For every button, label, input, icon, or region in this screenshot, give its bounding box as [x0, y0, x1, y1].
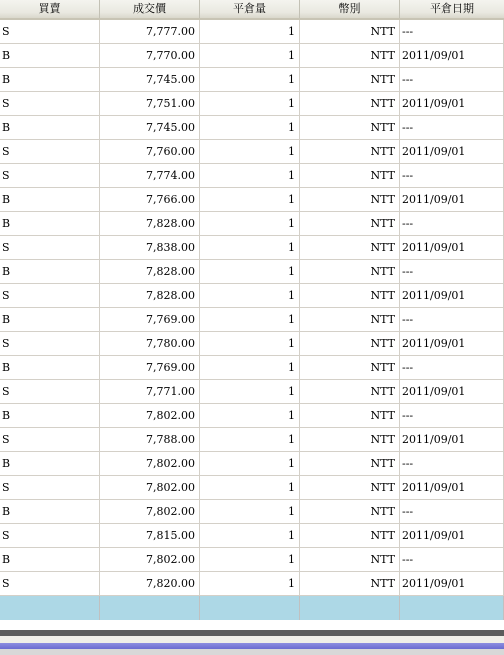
table-row[interactable]	[0, 164, 504, 188]
cell-close-date[interactable]: 2011/09/01	[400, 284, 504, 308]
table-row[interactable]	[0, 452, 504, 476]
cell-side[interactable]: B	[0, 404, 100, 428]
grid-body	[0, 20, 504, 596]
empty-cell[interactable]	[400, 596, 504, 620]
cell-side[interactable]: B	[0, 500, 100, 524]
empty-cell[interactable]	[300, 596, 400, 620]
cell-currency[interactable]: NTT	[300, 548, 400, 572]
cell-close-date[interactable]: ---	[400, 164, 504, 188]
cell-close-qty[interactable]: 1	[200, 476, 300, 500]
cell-price[interactable]: 7,745.00	[100, 68, 200, 92]
cell-side[interactable]: S	[0, 476, 100, 500]
table-row[interactable]	[0, 524, 504, 548]
cell-currency[interactable]: NTT	[300, 260, 400, 284]
cell-currency[interactable]: NTT	[300, 284, 400, 308]
cell-close-qty[interactable]: 1	[200, 116, 300, 140]
cell-close-date[interactable]: 2011/09/01	[400, 188, 504, 212]
cell-currency[interactable]: NTT	[300, 116, 400, 140]
table-row[interactable]	[0, 260, 504, 284]
cell-close-date[interactable]: ---	[400, 308, 504, 332]
table-row[interactable]	[0, 284, 504, 308]
empty-cell[interactable]	[100, 596, 200, 620]
cell-close-date[interactable]: 2011/09/01	[400, 572, 504, 596]
cell-close-date[interactable]: ---	[400, 116, 504, 140]
cell-price[interactable]: 7,802.00	[100, 452, 200, 476]
cell-close-date[interactable]: 2011/09/01	[400, 380, 504, 404]
table-row[interactable]	[0, 308, 504, 332]
cell-currency[interactable]: NTT	[300, 332, 400, 356]
table-row[interactable]	[0, 380, 504, 404]
cell-side[interactable]: S	[0, 332, 100, 356]
cell-close-date[interactable]: ---	[400, 20, 504, 44]
cell-close-date[interactable]: ---	[400, 548, 504, 572]
cell-side[interactable]: S	[0, 164, 100, 188]
cell-close-qty[interactable]: 1	[200, 164, 300, 188]
cell-currency[interactable]: NTT	[300, 188, 400, 212]
cell-close-date[interactable]: 2011/09/01	[400, 476, 504, 500]
cell-side[interactable]: S	[0, 428, 100, 452]
table-row[interactable]	[0, 548, 504, 572]
cell-side[interactable]: B	[0, 548, 100, 572]
cell-currency[interactable]: NTT	[300, 500, 400, 524]
table-row[interactable]	[0, 140, 504, 164]
cell-price[interactable]: 7,777.00	[100, 20, 200, 44]
cell-close-date[interactable]: ---	[400, 452, 504, 476]
cell-price[interactable]: 7,838.00	[100, 236, 200, 260]
table-row[interactable]	[0, 356, 504, 380]
cell-close-qty[interactable]: 1	[200, 380, 300, 404]
cell-side[interactable]: B	[0, 260, 100, 284]
table-row[interactable]	[0, 116, 504, 140]
cell-side[interactable]: B	[0, 44, 100, 68]
cell-price[interactable]: 7,745.00	[100, 116, 200, 140]
cell-side[interactable]: S	[0, 284, 100, 308]
cell-currency[interactable]: NTT	[300, 92, 400, 116]
cell-close-date[interactable]: 2011/09/01	[400, 524, 504, 548]
table-row[interactable]	[0, 476, 504, 500]
cell-price[interactable]: 7,828.00	[100, 284, 200, 308]
cell-close-date[interactable]: 2011/09/01	[400, 236, 504, 260]
cell-close-qty[interactable]: 1	[200, 260, 300, 284]
header-close-date[interactable]: 平倉日期	[430, 2, 474, 15]
cell-price[interactable]: 7,769.00	[100, 308, 200, 332]
cell-currency[interactable]: NTT	[300, 572, 400, 596]
table-row[interactable]	[0, 68, 504, 92]
cell-close-qty[interactable]: 1	[200, 284, 300, 308]
cell-price[interactable]: 7,802.00	[100, 476, 200, 500]
cell-close-date[interactable]: ---	[400, 68, 504, 92]
empty-cell[interactable]	[0, 596, 100, 620]
cell-currency[interactable]: NTT	[300, 308, 400, 332]
cell-currency[interactable]: NTT	[300, 524, 400, 548]
cell-currency[interactable]: NTT	[300, 380, 400, 404]
table-row[interactable]	[0, 92, 504, 116]
cell-close-qty[interactable]: 1	[200, 524, 300, 548]
cell-close-date[interactable]: 2011/09/01	[400, 92, 504, 116]
cell-currency[interactable]: NTT	[300, 452, 400, 476]
table-row[interactable]	[0, 212, 504, 236]
cell-side[interactable]: B	[0, 68, 100, 92]
cell-close-qty[interactable]: 1	[200, 404, 300, 428]
selected-empty-row[interactable]	[0, 596, 504, 620]
cell-price[interactable]: 7,751.00	[100, 92, 200, 116]
grid-header	[0, 0, 504, 20]
cell-close-date[interactable]: 2011/09/01	[400, 428, 504, 452]
cell-price[interactable]: 7,802.00	[100, 404, 200, 428]
cell-close-qty[interactable]: 1	[200, 332, 300, 356]
cell-close-date[interactable]: 2011/09/01	[400, 44, 504, 68]
table-row[interactable]	[0, 404, 504, 428]
cell-side[interactable]: B	[0, 188, 100, 212]
table-row[interactable]	[0, 428, 504, 452]
cell-price[interactable]: 7,802.00	[100, 548, 200, 572]
cell-close-qty[interactable]: 1	[200, 44, 300, 68]
cell-side[interactable]: S	[0, 20, 100, 44]
cell-price[interactable]: 7,771.00	[100, 380, 200, 404]
cell-currency[interactable]: NTT	[300, 356, 400, 380]
cell-close-qty[interactable]: 1	[200, 356, 300, 380]
cell-currency[interactable]: NTT	[300, 140, 400, 164]
cell-price[interactable]: 7,815.00	[100, 524, 200, 548]
cell-price[interactable]: 7,766.00	[100, 188, 200, 212]
table-row[interactable]	[0, 332, 504, 356]
cell-currency[interactable]: NTT	[300, 20, 400, 44]
cell-close-qty[interactable]: 1	[200, 572, 300, 596]
table-row[interactable]	[0, 236, 504, 260]
cell-close-qty[interactable]: 1	[200, 236, 300, 260]
cell-price[interactable]: 7,828.00	[100, 260, 200, 284]
cell-close-qty[interactable]: 1	[200, 548, 300, 572]
cell-currency[interactable]: NTT	[300, 428, 400, 452]
cell-close-qty[interactable]: 1	[200, 92, 300, 116]
cell-close-date[interactable]: ---	[400, 260, 504, 284]
cell-price[interactable]: 7,770.00	[100, 44, 200, 68]
cell-currency[interactable]: NTT	[300, 404, 400, 428]
cell-price[interactable]: 7,774.00	[100, 164, 200, 188]
cell-close-qty[interactable]: 1	[200, 140, 300, 164]
cell-close-date[interactable]: ---	[400, 500, 504, 524]
cell-close-qty[interactable]: 1	[200, 68, 300, 92]
cell-side[interactable]: B	[0, 452, 100, 476]
header-currency[interactable]: 幣別	[300, 0, 400, 18]
cell-close-qty[interactable]: 1	[200, 188, 300, 212]
cell-side[interactable]: B	[0, 308, 100, 332]
cell-close-qty[interactable]: 1	[200, 212, 300, 236]
empty-cell[interactable]	[200, 596, 300, 620]
table-row[interactable]	[0, 44, 504, 68]
cell-side[interactable]: S	[0, 380, 100, 404]
status-bar	[0, 636, 504, 643]
cell-side[interactable]: B	[0, 356, 100, 380]
table-row[interactable]	[0, 572, 504, 596]
cell-close-qty[interactable]: 1	[200, 428, 300, 452]
cell-price[interactable]: 7,828.00	[100, 212, 200, 236]
bottom-edge	[0, 649, 504, 655]
header-side[interactable]: 買賣	[0, 0, 100, 18]
cell-close-date[interactable]: ---	[400, 212, 504, 236]
cell-close-date[interactable]: ---	[400, 356, 504, 380]
cell-currency[interactable]: NTT	[300, 476, 400, 500]
table-row[interactable]	[0, 188, 504, 212]
cell-close-date[interactable]: 2011/09/01	[400, 332, 504, 356]
cell-close-date[interactable]: ---	[400, 404, 504, 428]
cell-side[interactable]: S	[0, 572, 100, 596]
cell-currency[interactable]: NTT	[300, 236, 400, 260]
cell-price[interactable]: 7,802.00	[100, 500, 200, 524]
cell-price[interactable]: 7,760.00	[100, 140, 200, 164]
cell-currency[interactable]: NTT	[300, 68, 400, 92]
cell-side[interactable]: S	[0, 236, 100, 260]
cell-price[interactable]: 7,769.00	[100, 356, 200, 380]
cell-close-qty[interactable]: 1	[200, 452, 300, 476]
cell-side[interactable]: S	[0, 524, 100, 548]
cell-currency[interactable]: NTT	[300, 44, 400, 68]
cell-price[interactable]: 7,788.00	[100, 428, 200, 452]
cell-close-qty[interactable]: 1	[200, 500, 300, 524]
cell-side[interactable]: S	[0, 92, 100, 116]
cell-close-qty[interactable]: 1	[200, 308, 300, 332]
cell-currency[interactable]: NTT	[300, 164, 400, 188]
cell-side[interactable]: B	[0, 116, 100, 140]
table-row[interactable]	[0, 20, 504, 44]
cell-currency[interactable]: NTT	[300, 212, 400, 236]
cell-side[interactable]: B	[0, 212, 100, 236]
cell-price[interactable]: 7,820.00	[100, 572, 200, 596]
table-row[interactable]	[0, 500, 504, 524]
cell-price[interactable]: 7,780.00	[100, 332, 200, 356]
cell-close-qty[interactable]: 1	[200, 20, 300, 44]
cell-side[interactable]: S	[0, 140, 100, 164]
cell-close-date[interactable]: 2011/09/01	[400, 140, 504, 164]
header-price[interactable]: 成交價	[100, 0, 200, 18]
header-close-qty[interactable]: 平倉量	[200, 0, 300, 18]
